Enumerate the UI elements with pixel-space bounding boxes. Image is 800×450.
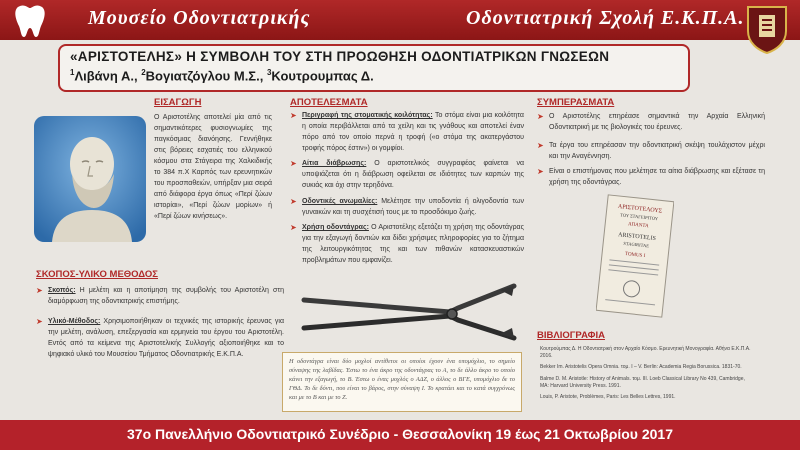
tooth-logo-icon xyxy=(10,2,50,40)
results-item xyxy=(290,110,524,154)
method-item-label: Υλικό-Μέθοδος: xyxy=(48,318,101,325)
results-item-label: Αίτια διάβρωσης: xyxy=(302,160,367,167)
results-item-label: Χρήση οδοντάγρας: xyxy=(302,224,369,231)
method-item-label: Σκοπός: xyxy=(48,287,76,294)
results-item-label: Οδοντικές ανωμαλίες: xyxy=(302,198,378,205)
arrow-bullet-icon: ➤ xyxy=(290,111,297,120)
arrow-bullet-icon: ➤ xyxy=(537,141,544,150)
bibliography-item: Bekker Im. Aristotelis Opera Omnia. τομ. I – V. Berlin: Academia Regia Borussica. 1831-70. xyxy=(540,364,742,370)
method-heading: ΣΚΟΠΟΣ-ΥΛΙΚΟ ΜΕΘΟΔΟΣ xyxy=(36,269,158,280)
conclusions-heading: ΣΥΜΠΕΡΑΣΜΑΤΑ xyxy=(537,97,615,108)
title-box xyxy=(58,44,690,92)
arrow-bullet-icon: ➤ xyxy=(290,223,297,232)
footer-bar xyxy=(0,420,800,450)
arrow-bullet-icon: ➤ xyxy=(537,167,544,176)
method-item-text: Η μελέτη και η αποτίμηση της συμβολής του Αριστοτέλη στη διαμόρφωση της οδοντιατρικής επιστήμης. xyxy=(48,287,284,305)
bibliography-heading: ΒΙΒΛΙΟΓΡΑΦΙΑ xyxy=(537,330,605,341)
author-name: Κουτρουμπας Δ. xyxy=(271,68,374,84)
arrow-bullet-icon: ➤ xyxy=(537,112,544,121)
book-cover-image xyxy=(596,194,674,319)
book-line: TOMUS I xyxy=(624,251,646,260)
arrow-bullet-icon: ➤ xyxy=(290,159,297,168)
results-item-text: Ο Αριστοτέλης εξετάζει τη χρήση της οδοντάγρας για την εξαγωγή δοντιών και δίδει χρήσιμες πληροφορίες για το ζήτημα της λειτουργικότητας της και των πιθανών κατασκευαστικών προβλημάτων που εμφανίζει. xyxy=(302,224,524,264)
university-emblem-icon xyxy=(744,3,790,55)
results-item-text: Το στόμα είναι μια κοιλότητα η οποία περιβάλλεται από τα χείλη και τις γνάθους και αποτελεί έναν πόρο από τον οποίο περνά η τροφή («ο στόμα της ακατεργάστου τροφής πόρος έστιν») οι γομφίοι. xyxy=(302,112,524,152)
author-affiliation: 2 xyxy=(141,68,146,77)
method-item xyxy=(36,316,284,360)
conclusion-item xyxy=(537,140,765,162)
quote-box xyxy=(282,352,522,412)
conclusion-text: Είναι ο επιστήμονας που μελέτησε τα αίτια διάβρωσης και εξέτασε τη χρήση της οδοντάγρας. xyxy=(549,168,765,186)
conclusion-text: Ο Αριστοτέλης επηρέασε σημαντικά την Αρχαία Ελληνική Οδοντιατρική με τις βιολογικές του έρευνες. xyxy=(549,113,765,131)
intro-text: Ο Αριστοτέλης αποτελεί μία από τις σημαντικότερες φυσιογνωμίες της παγκόσμιας διανόησης. Γεννήθηκε στις βόρειες εσχατιές του ελληνικού κόσμου στα Στάγειρα της Χαλκιδικής το 384 π.Χ Καρπός των ερευνητικών του προσπαθειών, υπήρξαν μια σειρά από διάφορα έργα όπως «Περί ζώων ιστορίαι», «Περί ζώων μορίων» ή «Περί ζώων κινήσεως». xyxy=(154,114,272,220)
arrow-bullet-icon: ➤ xyxy=(36,286,43,295)
results-item xyxy=(290,196,524,218)
bibliography-item: Balme D. M. Aristotle: History of Animals. τομ. III. Loeb Classical Library No 439, Cambridge, MA: Harvard University Press. 1991. xyxy=(540,376,745,389)
book-line: ΑΡΙΣΤΟΤΕΛΟΥΣ xyxy=(617,203,663,215)
author-name: Βογιατζόγλου Μ.Σ., xyxy=(145,68,267,84)
book-line: ΑΠΑΝΤΑ xyxy=(627,222,649,230)
results-item-text: Ο αριστοτελικός συγγραφέας φαίνεται να υποψιάζεται ότι η διάβρωση οφείλεται σε ιδιότητες των καρπών της συκιάς και όχι στην τερηδόνα. xyxy=(302,160,524,189)
conclusion-text: Τα έργα του επηρέασαν την οδοντιατρική σκέψη τουλάχιστον μέχρι και την Αναγέννηση. xyxy=(549,142,765,160)
dental-forceps-image xyxy=(300,278,520,346)
book-line: ΤΟΥ ΣΤΑΓΕΙΡΙΤΟΥ xyxy=(619,212,659,222)
results-item-text: Μελέτησε την υποδοντία ή ολιγοδοντία των γυναικών και τη συσχέτισή τους με το προσδόκιμο ζωής. xyxy=(302,198,524,216)
results-item xyxy=(290,222,524,266)
book-line: ARISTOTELIS xyxy=(617,232,657,243)
arrow-bullet-icon: ➤ xyxy=(290,197,297,206)
intro-heading: ΕΙΣΑΓΩΓΗ xyxy=(154,97,202,108)
bibliography-item: Κουτρούμπας Δ. Η Οδοντιατρική στον Αρχαίο Κόσμο. Ερευνητική Μονογραφία. Αθήνα Ε.Κ.Π.Α. 2016. xyxy=(540,346,751,359)
aristotle-quote: Η οδοντάγρα είναι δύο μοχλοί αντίθετοι οι οποίοι έχουν ένα υπομόχλιο, το σημείο σύναψης της λαβίδας. Έστω το ένα άκρο της οδοντάγρας το Α, το δε άλλο άκρο το οποίο κάνει την εξαγωγή, το Β. Έστω ο ένας μοχλός ο ΑΔΖ, ο άλλος ο ΒΓΕ, υπομόχλιο δε το ΓΘΔ. Το δε δόντι, που είναι το βάρος, στην σύναψη Ι. Το κρατάει και το κατά συγχρόνως και με το Β και με το Ζ. xyxy=(289,358,515,401)
author-affiliation: 1 xyxy=(70,68,75,77)
results-item xyxy=(290,158,524,191)
authors xyxy=(70,68,374,83)
conference-footer: 37ο Πανελλήνιο Οδοντιατρικό Συνέδριο - Θεσσαλονίκη 19 έως 21 Οκτωβρίου 2017 xyxy=(127,426,673,442)
school-title: Οδοντιατρική Σχολή Ε.Κ.Π.Α. xyxy=(466,7,745,29)
book-line: STAGIRITAE xyxy=(623,240,650,249)
method-item xyxy=(36,285,284,307)
poster-title: «ΑΡΙΣΤΟΤΕΛΗΣ» Η ΣΥΜΒΟΛΗ ΤΟΥ ΣΤΗ ΠΡΟΩΘΗΣΗ ΟΔΟΝΤΙΑΤΡΙΚΩΝ ΓΝΩΣΕΩΝ xyxy=(70,49,610,64)
arrow-bullet-icon: ➤ xyxy=(36,317,43,326)
conclusion-item xyxy=(537,166,765,188)
bibliography-item: Louis, P. Aristote, Problèmes, Paris: Les Belles Lettres, 1991. xyxy=(540,394,676,400)
museum-title: Μουσείο Οδοντιατρικής xyxy=(88,7,311,29)
results-item-label: Περιγραφή της στοματικής κοιλότητας: xyxy=(302,112,433,119)
method-item-text: Χρησιμοποιήθηκαν οι τεχνικές της ιστορικής έρευνας για την μελέτη, ανάλυση, επεξεργασία και ερμηνεία του έργου του Αριστοτέλη. Εντός από τα κείμενα της Αριστοτελικής Συλλογής αξιοποιήθηκε και το ψηφιακό υλικό του Μουσείου Τμήματος Οδοντιατρικής Ε.Κ.Π.Α. xyxy=(48,318,284,358)
author-affiliation: 3 xyxy=(266,68,272,77)
results-heading: ΑΠΟΤΕΛΕΣΜΑΤΑ xyxy=(290,97,368,108)
author-name: Λιβάνη Α., xyxy=(74,68,142,84)
aristotle-bust-image xyxy=(34,116,146,242)
header-bar xyxy=(0,0,800,40)
conclusion-item xyxy=(537,111,765,133)
